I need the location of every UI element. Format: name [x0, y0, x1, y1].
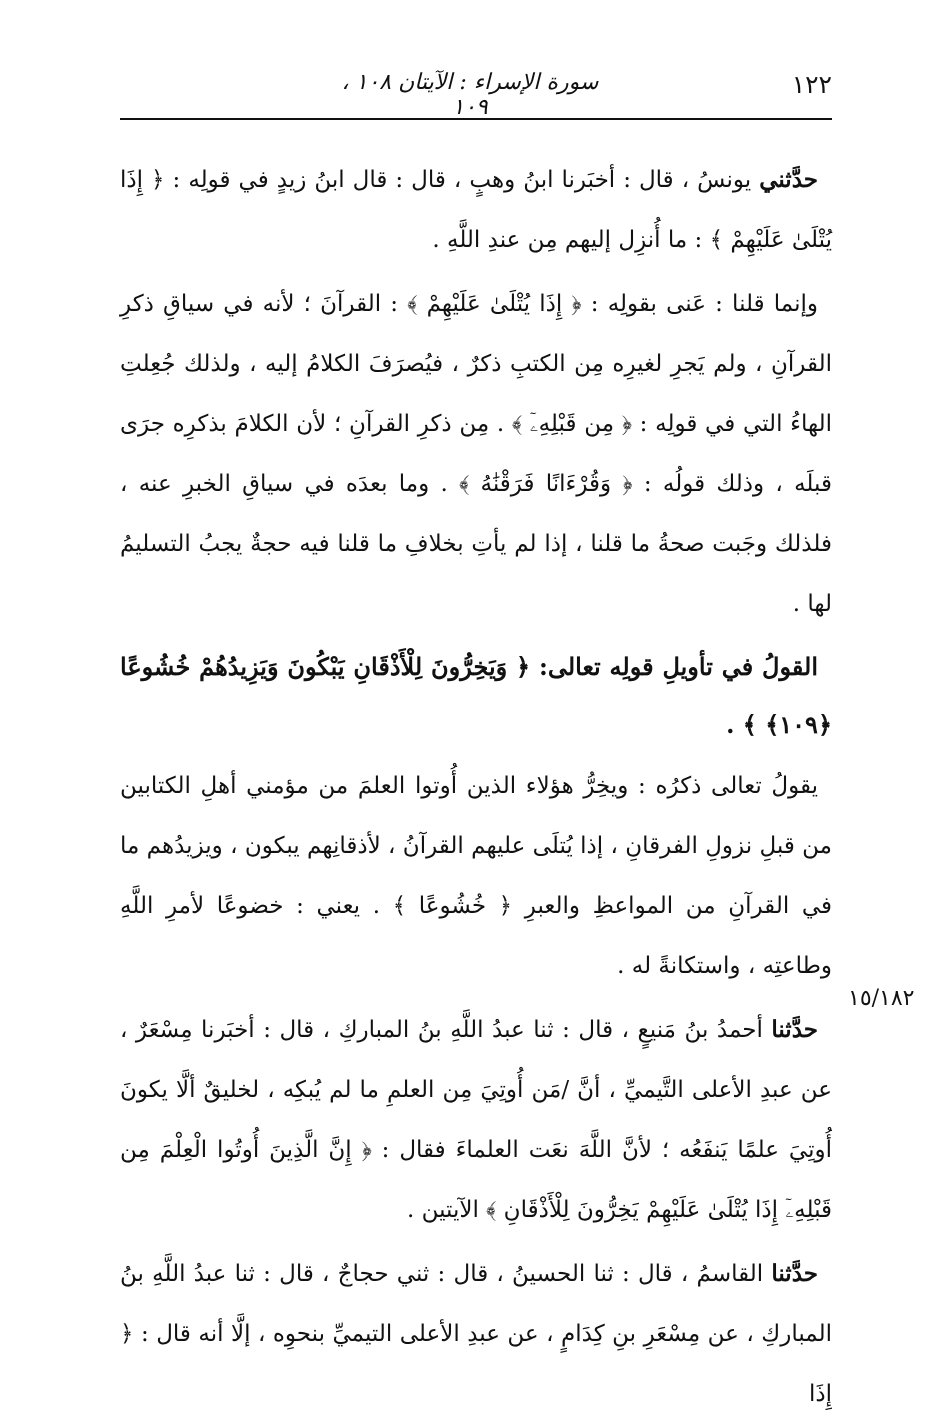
- running-title: سورة الإسراء : الآيتان ١٠٨ ، ١٠٩: [341, 70, 599, 120]
- paragraph-1: [120, 150, 832, 270]
- paragraph-2-text: وإنما قلنا : عَنى بقولِه : ﴿ إِذَا يُتْلَىٰ عَلَيْهِمْ ﴾ : القرآنَ ؛ لأنه في سياقِ ذكرِ القرآنِ ، ولم يَجرِ لغيرِه مِن الكتبِ ذكرٌ ، فيُصرَفَ الكلامُ إليه ، ولذلك جُعِلتِ الهاءُ التي في قولِه : ﴿ مِن قَبْلِهِۦٓ ﴾ . مِن ذكرِ القرآنِ ؛ لأن الكلامَ بذكرِه جرَى قبلَه ، وذلك قولُه : ﴿ وَقُرْءَانًا فَرَقْنَٰهُ ﴾ . وما بعدَه في سياقِ الخبرِ عنه ، فلذلك وجَبت صحةُ ما قلنا ، إذا لم يأتِ بخلافِ ما قلنا فيه حجةٌ يجبُ التسليمُ لها .: [120, 291, 832, 617]
- section-heading-lead: القولُ في تأويلِ قولِه تعالى: [547, 652, 819, 681]
- paragraph-1-text: يونسُ ، قال : أخبَرنا ابنُ وهبٍ ، قال : قال ابنُ زيدٍ في قولِه : ﴿ إِذَا يُتْلَىٰ عَلَيْهِمْ ﴾ : ما أُنزِل إليهم مِن عندِ اللَّهِ .: [120, 167, 832, 253]
- paragraph-2: [120, 274, 832, 634]
- header-rule: [120, 118, 832, 120]
- page-header: [120, 62, 832, 120]
- page-body: [120, 150, 832, 1428]
- margin-reference: ١٥/١٨٢: [848, 986, 915, 1011]
- paragraph-4: [120, 1000, 832, 1240]
- paragraph-5-lead: حدَّثنا: [771, 1260, 818, 1287]
- paragraph-4-lead: حدَّثنا: [771, 1016, 818, 1043]
- paragraph-5-text: القاسمُ ، قال : ثنا الحسينُ ، قال : ثني حجاجٌ ، قال : ثنا عبدُ اللَّهِ بنُ المباركِ ، عن مِسْعَرِ بنِ كِدَامٍ ، عن عبدِ الأعلى التيميِّ بنحوِه ، إلَّا أنه قال : ﴿ إِذَا: [120, 1261, 832, 1407]
- paragraph-5: [120, 1244, 832, 1424]
- section-heading: [120, 638, 832, 754]
- paragraph-4-text: أحمدُ بنُ مَنيعٍ ، قال : ثنا عبدُ اللَّهِ بنُ المباركِ ، قال : أخبَرنا مِسْعَرٌ ، عن عبدِ الأعلى التَّيميِّ ، أنَّ /مَن أُوتِيَ مِن العلمِ ما لم يُبكِه ، لخليقٌ ألَّا يكونَ أُوتِيَ علمًا يَنفَعُه ؛ لأنَّ اللَّهَ نعَت العلماءَ فقال : ﴿ إِنَّ الَّذِينَ أُوتُوا الْعِلْمَ مِن قَبْلِهِۦٓ إِذَا يُتْلَىٰ عَلَيْهِمْ يَخِرُّونَ لِلْأَذْقَانِ ﴾ الآيتين .: [120, 1017, 832, 1223]
- paragraph-3: [120, 756, 832, 996]
- paragraph-1-lead: حدَّثني: [759, 166, 818, 193]
- page-number: ١٢٢: [791, 70, 832, 99]
- paragraph-3-text: يقولُ تعالى ذكرُه : ويخِرُّ هؤلاء الذين أُوتوا العلمَ من مؤمني أهلِ الكتابين من قبلِ نزولِ الفرقانِ ، إذا يُتلَى عليهم القرآنُ ، لأذقانِهم يبكون ، ويزيدُهم ما في القرآنِ من المواعظِ والعبرِ ﴿ خُشُوعًا ﴾ . يعني : خضوعًا لأمرِ اللَّهِ وطاعتِه ، واستكانةً له .: [120, 773, 832, 979]
- section-heading-verse: : ﴿ وَيَخِرُّونَ لِلْأَذْقَانِ يَبْكُونَ وَيَزِيدُهُمْ خُشُوعًا ﴿١٠٩﴾ ﴾ .: [120, 652, 832, 739]
